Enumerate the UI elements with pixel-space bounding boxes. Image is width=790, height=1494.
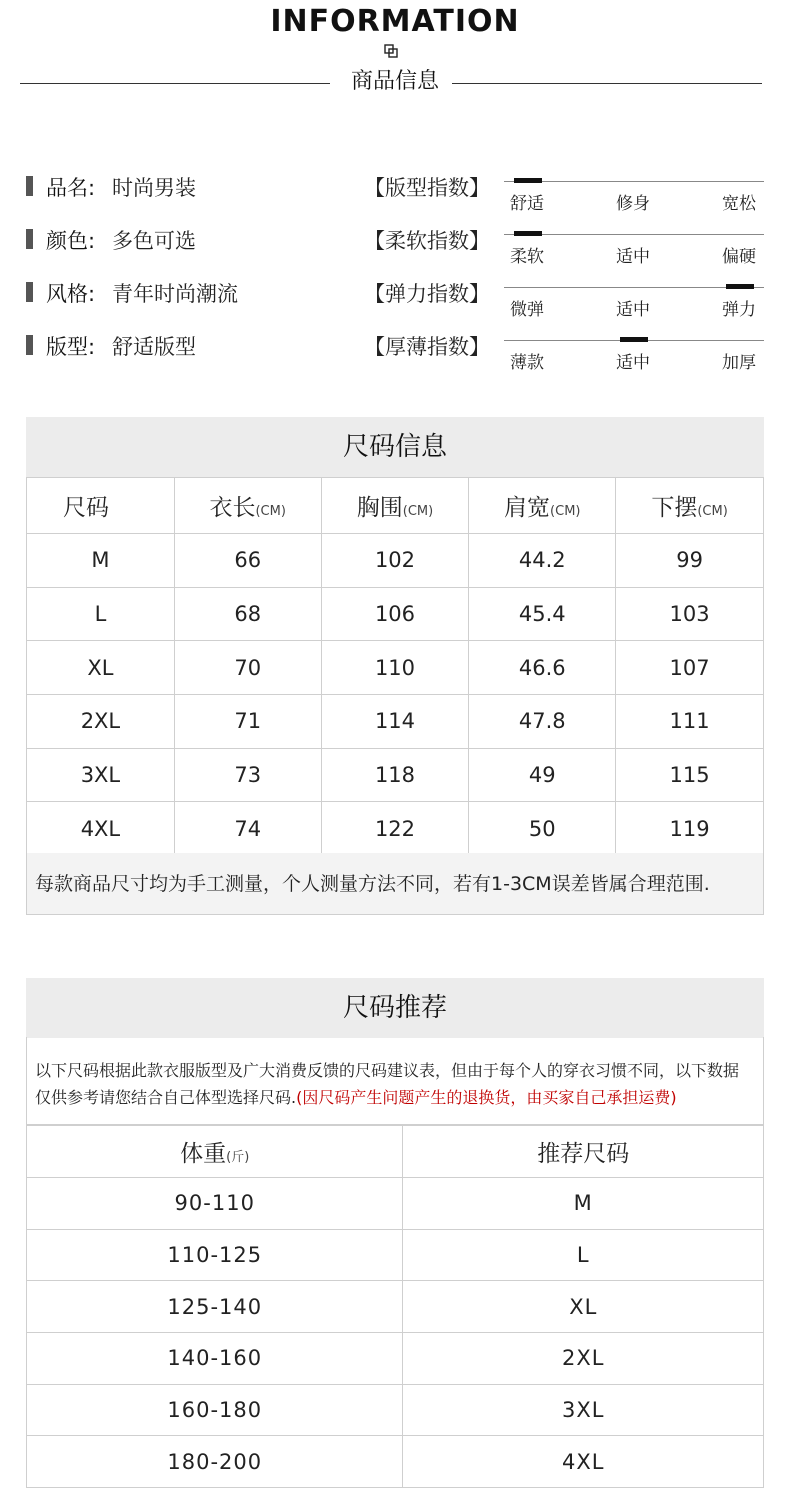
table-cell: 180-200 [27, 1436, 403, 1488]
table-cell: 3XL [403, 1384, 764, 1436]
table-cell: 140-160 [27, 1333, 403, 1385]
recommend-description [26, 1037, 764, 1125]
attribute-key: 版型: [46, 335, 96, 359]
thickness-index-label: 【厚薄指数】 [364, 335, 490, 359]
header-divider-right [452, 83, 762, 84]
attribute-bullet [26, 176, 33, 196]
scale-line [504, 181, 764, 182]
column-header-shoulder [469, 478, 616, 534]
attribute-bullet [26, 282, 33, 302]
scale-option: 适中 [616, 300, 650, 320]
table-cell: 106 [321, 587, 469, 641]
fit-index-scale [504, 181, 764, 217]
column-header-label: 下摆 [651, 495, 698, 521]
table-row [27, 695, 764, 749]
fit-index-label: 【版型指数】 [364, 176, 490, 200]
attribute-bullet [26, 229, 33, 249]
scale-option: 加厚 [722, 353, 756, 373]
column-header-weight [27, 1126, 403, 1178]
table-cell: XL [27, 641, 175, 695]
table-cell: 125-140 [27, 1281, 403, 1333]
column-header-hem [616, 478, 764, 534]
table-cell: 47.8 [469, 695, 616, 749]
table-cell: 122 [321, 802, 469, 856]
table-row [27, 1436, 764, 1488]
attribute-value: 多色可选 [112, 229, 196, 253]
elasticity-index-label: 【弹力指数】 [364, 282, 490, 306]
scale-option: 微弹 [510, 300, 544, 320]
recommend-table [26, 1125, 764, 1488]
scale-marker [514, 231, 542, 236]
attribute-key: 风格: [46, 282, 96, 306]
table-cell: M [403, 1178, 764, 1230]
scale-option: 适中 [616, 353, 650, 373]
table-cell: 107 [616, 641, 764, 695]
attribute-key: 品名: [46, 176, 96, 200]
page-title: INFORMATION [270, 4, 520, 39]
table-cell: 102 [321, 534, 469, 588]
table-cell: 50 [469, 802, 616, 856]
size-info-heading: 尺码信息 [26, 417, 764, 477]
table-cell: L [27, 587, 175, 641]
table-cell: 110-125 [27, 1229, 403, 1281]
table-cell: 3XL [27, 748, 175, 802]
thickness-index-scale [504, 340, 764, 376]
table-row [27, 1178, 764, 1230]
unit-label: (CM) [255, 504, 286, 519]
attribute-key: 颜色: [46, 229, 96, 253]
scale-line [504, 287, 764, 288]
scale-option: 修身 [616, 194, 650, 214]
table-cell: 70 [174, 641, 321, 695]
unit-label: (斤) [226, 1150, 250, 1165]
recommend-desc-line: 以下尺码根据此款衣服版型及广大消费反馈的尺码建议表，但由于每个人的穿衣习惯不同，以下数据 [35, 1061, 740, 1080]
table-cell: 111 [616, 695, 764, 749]
scale-line [504, 234, 764, 235]
elasticity-index-scale [504, 287, 764, 323]
scale-option: 宽松 [722, 194, 756, 214]
table-row [27, 1229, 764, 1281]
scale-option: 适中 [616, 247, 650, 267]
table-cell: 46.6 [469, 641, 616, 695]
size-recommend-heading: 尺码推荐 [26, 978, 764, 1038]
table-cell: 114 [321, 695, 469, 749]
scale-option: 薄款 [510, 353, 544, 373]
squares-icon [384, 44, 398, 58]
table-cell: L [403, 1229, 764, 1281]
unit-label: (CM) [550, 504, 581, 519]
column-header-label: 胸围 [356, 495, 403, 521]
header-divider-left [20, 83, 330, 84]
scale-marker [726, 284, 754, 289]
column-header-size [27, 478, 175, 534]
table-cell: 99 [616, 534, 764, 588]
table-cell: 160-180 [27, 1384, 403, 1436]
unit-label: (CM) [402, 504, 434, 519]
table-cell: 71 [174, 695, 321, 749]
table-row [27, 802, 764, 856]
scale-option: 弹力 [722, 300, 756, 320]
attribute-bullet [26, 335, 33, 355]
table-row [27, 748, 764, 802]
table-cell: 74 [174, 802, 321, 856]
size-table [26, 477, 764, 856]
table-cell: 49 [469, 748, 616, 802]
column-header-chest [321, 478, 469, 534]
table-cell: 66 [174, 534, 321, 588]
table-row [27, 641, 764, 695]
attribute-value: 青年时尚潮流 [112, 282, 238, 306]
column-header-label: 推荐尺码 [537, 1141, 630, 1167]
table-cell: 68 [174, 587, 321, 641]
scale-option: 柔软 [510, 247, 544, 267]
recommend-desc-line: 仅供参考请您结合自己体型选择尺码. [35, 1088, 297, 1107]
section-subtitle: 商品信息 [350, 69, 439, 94]
table-row [27, 1384, 764, 1436]
table-cell: 118 [321, 748, 469, 802]
table-cell: 44.2 [469, 534, 616, 588]
table-row [27, 1281, 764, 1333]
table-cell: 90-110 [27, 1178, 403, 1230]
column-header-label: 尺码 [63, 495, 109, 521]
table-cell: XL [403, 1281, 764, 1333]
scale-option: 偏硬 [722, 247, 756, 267]
scale-option: 舒适 [510, 194, 544, 214]
column-header-label: 体重 [180, 1141, 227, 1167]
table-cell: 4XL [27, 802, 175, 856]
table-header-row [27, 1126, 764, 1178]
table-cell: 115 [616, 748, 764, 802]
column-header-label: 衣长 [209, 495, 256, 521]
table-cell: 2XL [403, 1333, 764, 1385]
table-cell: 73 [174, 748, 321, 802]
softness-index-label: 【柔软指数】 [364, 229, 490, 253]
table-cell: 119 [616, 802, 764, 856]
table-row [27, 534, 764, 588]
table-cell: 103 [616, 587, 764, 641]
table-cell: 110 [321, 641, 469, 695]
unit-label: (CM) [697, 504, 728, 519]
return-policy-warning: (因尺码产生问题产生的退换货，由买家自己承担运费) [296, 1088, 677, 1107]
scale-marker [620, 337, 648, 342]
measurement-note: 每款商品尺寸均为手工测量，个人测量方法不同，若有1-3CM误差皆属合理范围. [26, 853, 764, 915]
column-header-label: 肩宽 [504, 495, 551, 521]
column-header-recommended-size [403, 1126, 764, 1178]
scale-marker [514, 178, 542, 183]
table-cell: 4XL [403, 1436, 764, 1488]
attribute-value: 舒适版型 [112, 335, 196, 359]
table-cell: 45.4 [469, 587, 616, 641]
softness-index-scale [504, 234, 764, 270]
attribute-value: 时尚男装 [112, 176, 196, 200]
table-row [27, 587, 764, 641]
table-row [27, 1333, 764, 1385]
table-cell: M [27, 534, 175, 588]
column-header-length [174, 478, 321, 534]
table-cell: 2XL [27, 695, 175, 749]
table-header-row [27, 478, 764, 534]
